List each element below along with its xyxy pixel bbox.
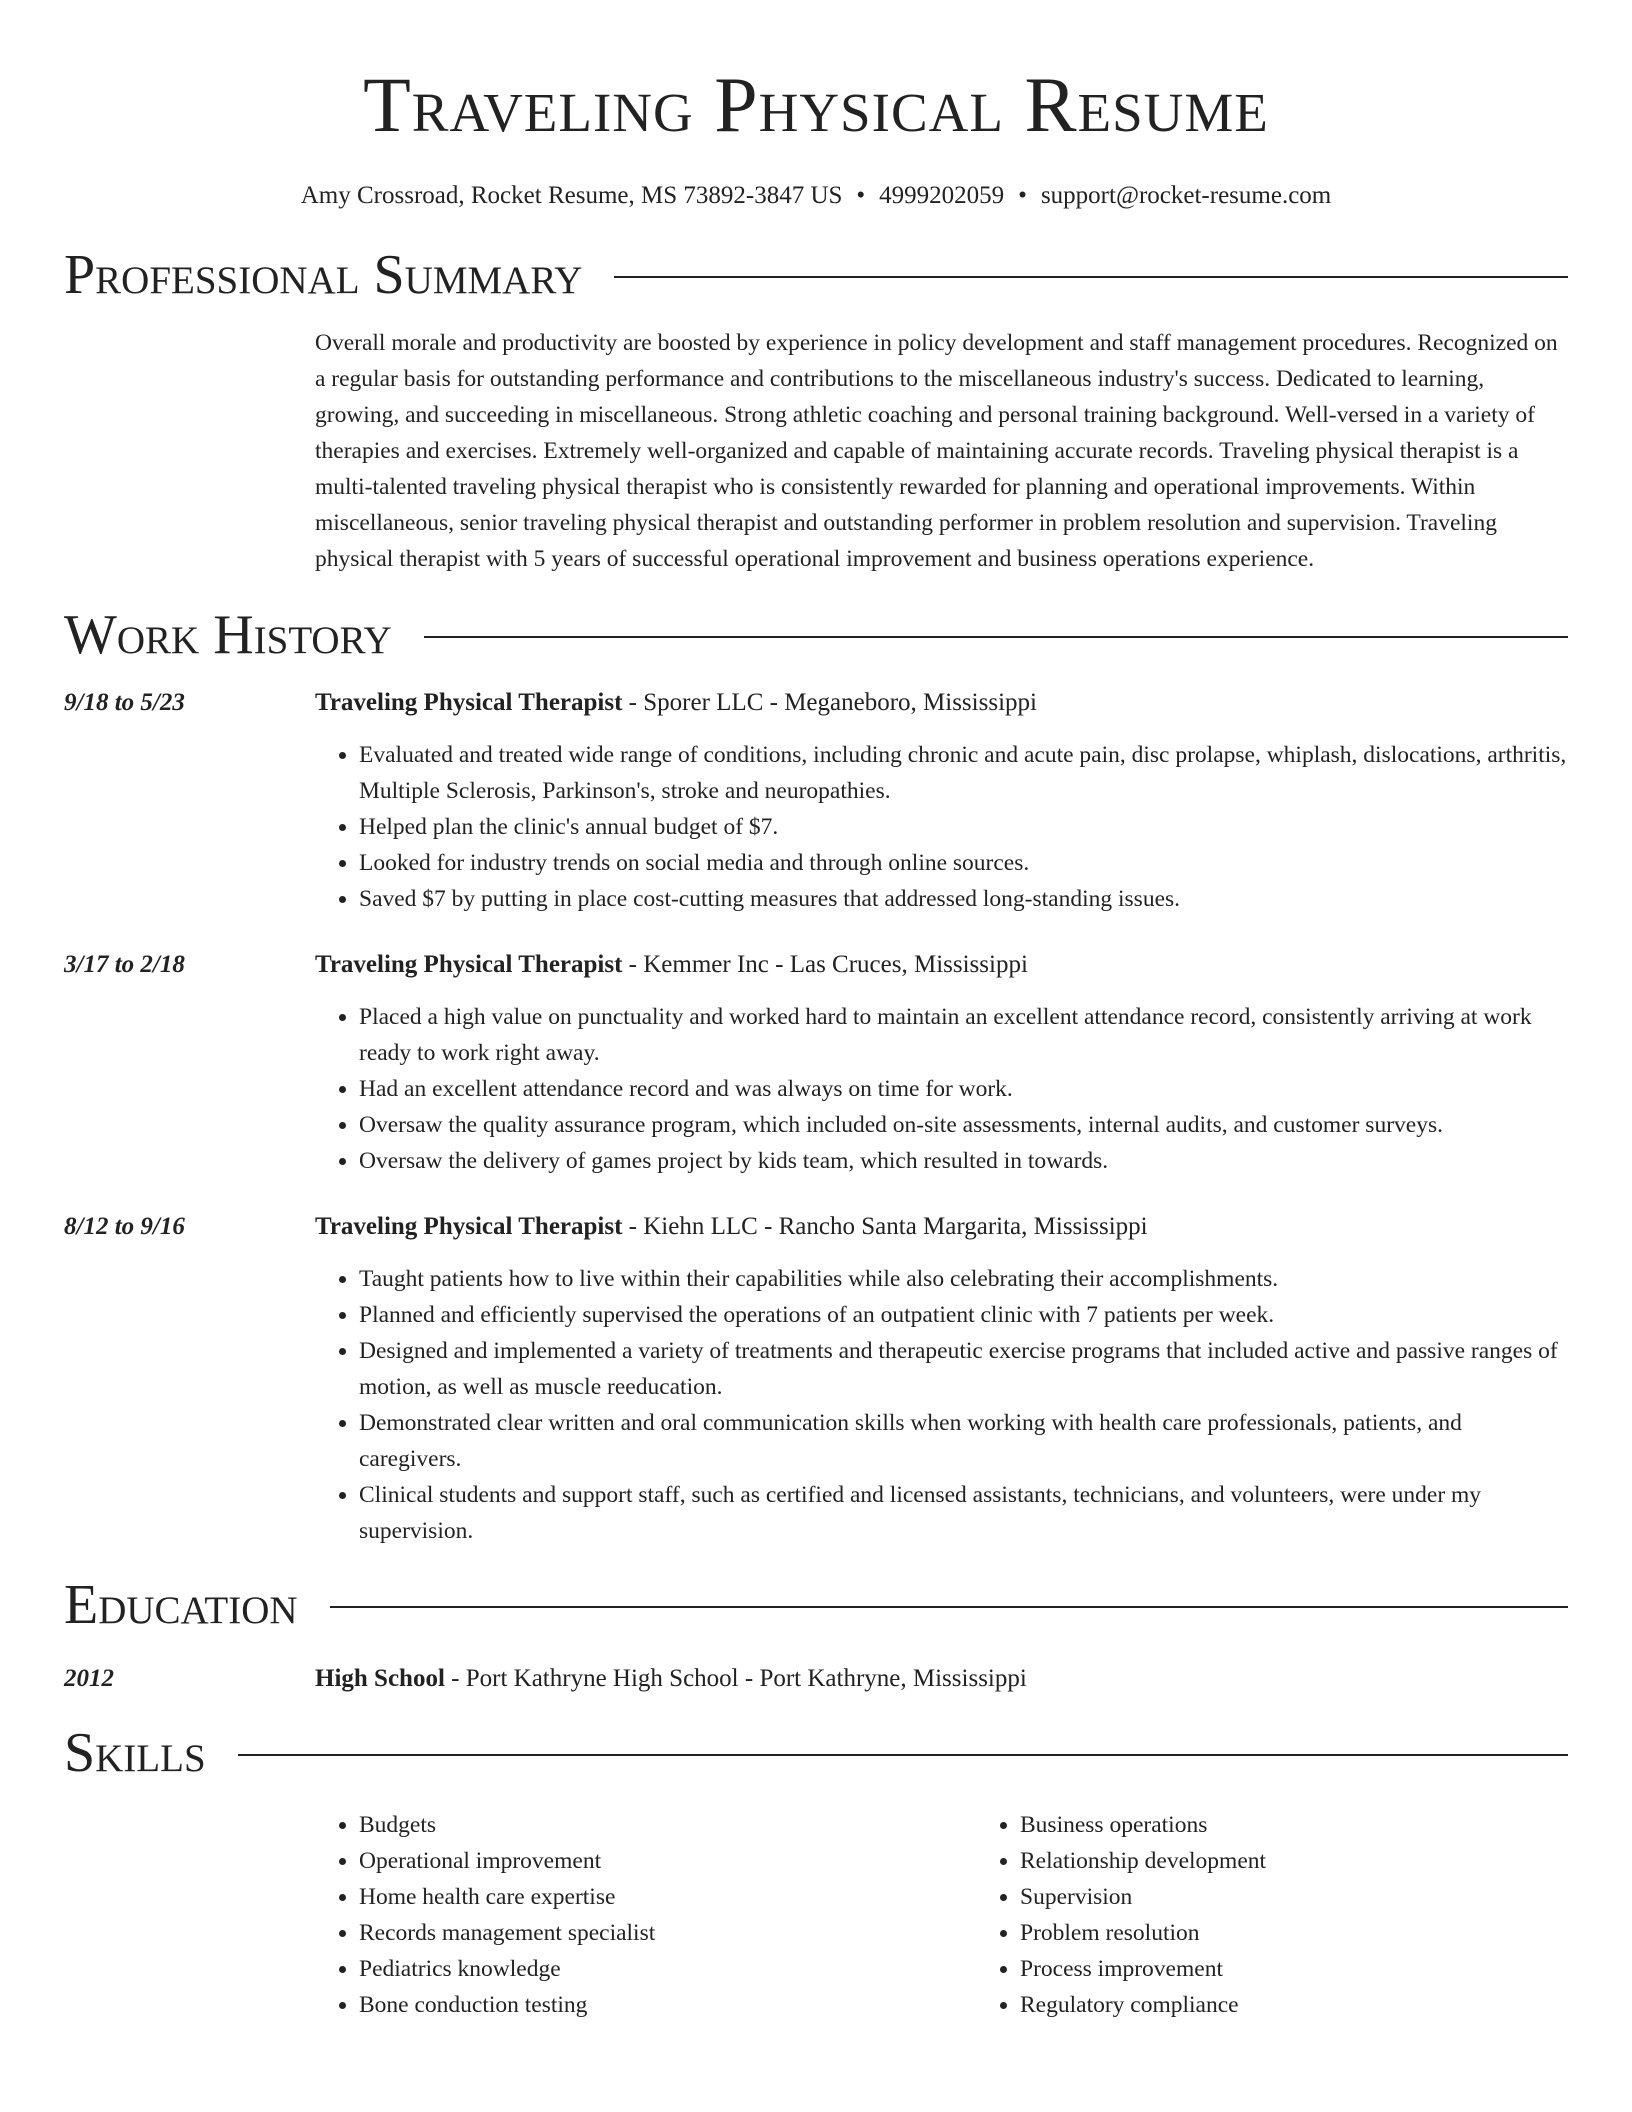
job-header	[315, 947, 1568, 983]
job-details: - Kiehn LLC - Rancho Santa Margarita, Mississippi	[622, 1212, 1148, 1240]
list-item: • Evaluated and treated wide range of conditions, including chronic and acute pain, disc prolapse, whiplash, dislocations, arthritis, Multiple Sclerosis, Parkinson's, stroke and neuropathies.	[359, 737, 1568, 809]
job-dates: 3/17 to 2/18	[64, 950, 185, 978]
skill-item: • Supervision	[1020, 1879, 1632, 1915]
job-details: - Sporer LLC - Meganeboro, Mississippi	[622, 688, 1037, 716]
education-details: - Port Kathryne High School - Port Kathryne, Mississippi	[444, 1664, 1027, 1692]
job-bullets	[315, 999, 1568, 1179]
education-entry	[64, 1661, 1568, 1697]
job-header	[315, 1209, 1568, 1245]
list-item: • Helped plan the clinic's annual budget of $7.	[359, 809, 1568, 845]
skills-column-right	[976, 1807, 1632, 2023]
work-heading: Work History	[64, 603, 392, 666]
job-entry	[64, 685, 1568, 917]
skill-item: • Bone conduction testing	[359, 1987, 976, 2023]
job-body	[315, 685, 1568, 917]
education-degree: High School	[315, 1664, 445, 1692]
contact-email: support@rocket-resume.com	[1040, 182, 1332, 209]
skill-item: • Process improvement	[1020, 1951, 1632, 1987]
skill-item: • Records management specialist	[359, 1915, 976, 1951]
job-body	[315, 947, 1568, 1179]
list-item: • Designed and implemented a variety of treatments and therapeutic exercise programs that included active and passive ranges of motion, as well as muscle reeducation.	[359, 1333, 1568, 1405]
education-year: 2012	[64, 1664, 114, 1692]
education-heading: Education	[64, 1573, 298, 1636]
job-header	[315, 685, 1568, 721]
job-body	[315, 1209, 1568, 1549]
skills-heading: Skills	[64, 1721, 206, 1784]
list-item: • Looked for industry trends on social media and through online sources.	[359, 845, 1568, 881]
job-dates: 8/12 to 9/16	[64, 1212, 185, 1240]
section-divider	[330, 1606, 1568, 1608]
resume-title: Traveling Physical Resume	[363, 61, 1269, 148]
contact-separator: •	[1018, 182, 1027, 209]
job-entry	[64, 947, 1568, 1179]
job-bullets	[315, 1261, 1568, 1549]
skills-list	[315, 1807, 1568, 2023]
job-dates: 9/18 to 5/23	[64, 688, 185, 716]
summary-section-header	[64, 243, 1568, 306]
work-section-header	[64, 603, 1568, 666]
skill-item: • Relationship development	[1020, 1843, 1632, 1879]
list-item: • Planned and efficiently supervised the operations of an outpatient clinic with 7 patients per week.	[359, 1297, 1568, 1333]
education-section-header	[64, 1573, 1568, 1636]
list-item: • Oversaw the quality assurance program, which included on-site assessments, internal audits, and customer surveys.	[359, 1107, 1568, 1143]
section-divider	[238, 1754, 1568, 1756]
skill-item: • Operational improvement	[359, 1843, 976, 1879]
skills-column-left	[315, 1807, 976, 2023]
contact-address: Amy Crossroad, Rocket Resume, MS 73892-3847 US	[300, 182, 843, 209]
skill-item: • Problem resolution	[1020, 1915, 1632, 1951]
list-item: • Clinical students and support staff, such as certified and licensed assistants, technicians, and volunteers, were under my supervision.	[359, 1477, 1568, 1549]
list-item: • Placed a high value on punctuality and worked hard to maintain an excellent attendance record, consistently arriving at work ready to work right away.	[359, 999, 1568, 1071]
job-entry	[64, 1209, 1568, 1549]
section-divider	[614, 276, 1568, 278]
list-item: • Oversaw the delivery of games project by kids team, which resulted in towards.	[359, 1143, 1568, 1179]
list-item: • Had an excellent attendance record and was always on time for work.	[359, 1071, 1568, 1107]
job-title: Traveling Physical Therapist	[315, 1212, 623, 1240]
section-divider	[424, 636, 1568, 638]
skill-item: • Business operations	[1020, 1807, 1632, 1843]
job-bullets	[315, 737, 1568, 917]
skill-item: • Home health care expertise	[359, 1879, 976, 1915]
contact-line	[64, 180, 1568, 213]
skill-item: • Regulatory compliance	[1020, 1987, 1632, 2023]
skill-item: • Budgets	[359, 1807, 976, 1843]
job-title: Traveling Physical Therapist	[315, 688, 623, 716]
summary-text: Overall morale and productivity are boosted by experience in policy development and staff management procedures. Recognized on a regular basis for outstanding performance and contributions to the miscellaneous industry's success. Dedicated to learning, growing, and succeeding in miscellaneous. Strong athletic coaching and personal training background. Well-versed in a variety of therapies and exercises. Extremely well-organized and capable of maintaining accurate records. Traveling physical therapist is a multi-talented traveling physical therapist who is consistently rewarded for planning and operational improvements. Within miscellaneous, senior traveling physical therapist and outstanding performer in problem resolution and supervision. Traveling physical therapist with 5 years of successful operational improvement and business operations experience.	[315, 329, 1558, 572]
contact-phone: 4999202059	[879, 182, 1005, 209]
contact-separator: •	[856, 182, 866, 209]
list-item: • Saved $7 by putting in place cost-cutting measures that addressed long-standing issues.	[359, 881, 1568, 917]
education-header	[315, 1661, 1027, 1697]
list-item: • Demonstrated clear written and oral communication skills when working with health care professionals, patients, and caregivers.	[359, 1405, 1568, 1477]
list-item: • Taught patients how to live within their capabilities while also celebrating their accomplishments.	[359, 1261, 1568, 1297]
job-details: - Kemmer Inc - Las Cruces, Mississippi	[622, 950, 1028, 978]
job-title: Traveling Physical Therapist	[315, 950, 623, 978]
summary-heading: Professional Summary	[64, 243, 583, 306]
skill-item: • Pediatrics knowledge	[359, 1951, 976, 1987]
skills-section-header	[64, 1721, 1568, 1784]
